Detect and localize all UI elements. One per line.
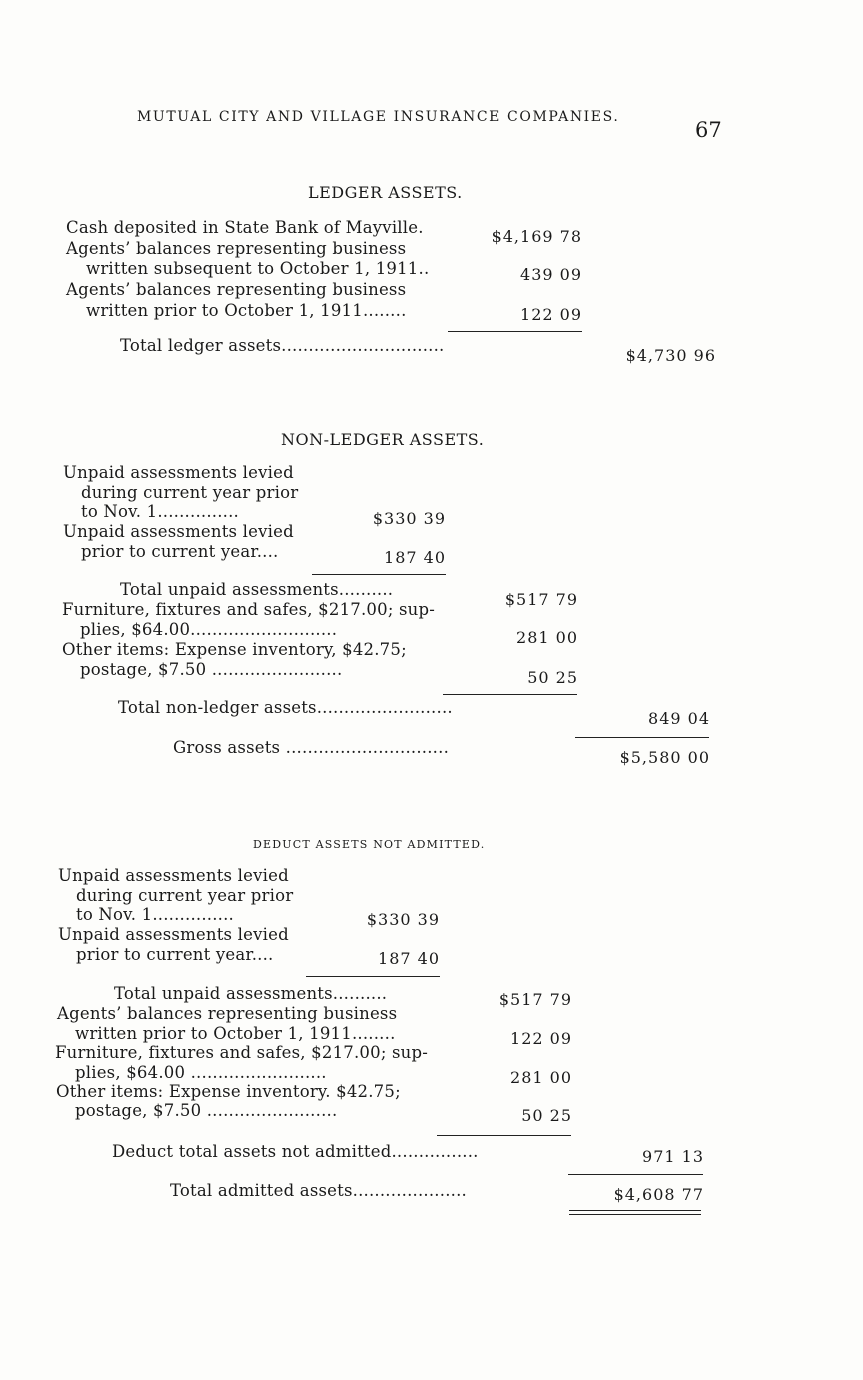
d-other-text-1: Other items: Expense inventory. $42.75; (56, 1082, 401, 1101)
d-total-amount: 971 13 (642, 1147, 704, 1166)
page-number: 67 (695, 118, 722, 142)
nl-subtotal-rule (443, 694, 577, 695)
admitted-label: Total admitted assets..................... (170, 1181, 467, 1200)
nl-total-label: Total non-ledger assets......................... (118, 698, 453, 717)
d-subtotal-rule (437, 1135, 571, 1136)
d-unpaid-current-text-2: during current year prior (76, 886, 294, 905)
ledger-item-agents-prior-text-2: written prior to October 1, 1911........ (86, 301, 407, 320)
running-header: MUTUAL CITY AND VILLAGE INSURANCE COMPANIES. (137, 109, 620, 125)
nl-furniture-amount: 281 00 (516, 628, 578, 647)
nl-other-amount: 50 25 (527, 668, 578, 687)
final-double-rule (569, 1210, 701, 1215)
d-total-unpaid-label: Total unpaid assessments.......... (114, 984, 388, 1003)
d-total-label: Deduct total assets not admitted................ (112, 1142, 479, 1161)
gross-assets-amount: $5,580 00 (619, 748, 710, 767)
d-total-unpaid-amount: $517 79 (498, 990, 572, 1009)
gross-assets-label: Gross assets .............................. (173, 738, 450, 757)
d-agents-amount: 122 09 (510, 1029, 572, 1048)
d-furniture-text-2: plies, $64.00 ......................... (75, 1063, 327, 1082)
nl-unpaid-rule (312, 574, 446, 575)
nl-other-text-2: postage, $7.50 ........................ (80, 660, 343, 679)
d-unpaid-prior-text-1: Unpaid assessments levied (58, 925, 289, 944)
ledger-item-agents-prior-amount: 122 09 (520, 305, 582, 324)
nl-unpaid-current-text-3: to Nov. 1............... (81, 502, 240, 521)
nl-unpaid-current-text-1: Unpaid assessments levied (63, 463, 294, 482)
nl-total-amount: 849 04 (648, 709, 710, 728)
ledger-assets-title: LEDGER ASSETS. (308, 183, 463, 202)
nl-unpaid-prior-text-2: prior to current year.... (81, 542, 279, 561)
d-agents-text-1: Agents’ balances representing business (57, 1004, 398, 1023)
d-unpaid-prior-amount: 187 40 (378, 949, 440, 968)
ledger-item-cash-amount: $4,169 78 (491, 227, 582, 246)
nl-total-unpaid-amount: $517 79 (504, 590, 578, 609)
d-furniture-text-1: Furniture, fixtures and safes, $217.00; sup- (55, 1043, 429, 1062)
d-agents-text-2: written prior to October 1, 1911........ (75, 1024, 396, 1043)
d-unpaid-current-amount: $330 39 (366, 910, 440, 929)
nl-other-text-1: Other items: Expense inventory, $42.75; (62, 640, 407, 659)
nl-unpaid-current-text-2: during current year prior (81, 483, 299, 502)
d-unpaid-current-text-3: to Nov. 1............... (76, 905, 235, 924)
nl-furniture-text-1: Furniture, fixtures and safes, $217.00; sup- (62, 600, 436, 619)
nl-total-unpaid-label: Total unpaid assessments.......... (120, 580, 394, 599)
nl-unpaid-prior-amount: 187 40 (384, 548, 446, 567)
d-unpaid-prior-text-2: prior to current year.... (76, 945, 274, 964)
gross-rule (575, 737, 709, 738)
d-furniture-amount: 281 00 (510, 1068, 572, 1087)
non-ledger-assets-title: NON-LEDGER ASSETS. (281, 430, 485, 449)
admitted-rule (568, 1174, 703, 1175)
ledger-item-cash-text: Cash deposited in State Bank of Mayville. (66, 218, 424, 237)
d-unpaid-current-text-1: Unpaid assessments levied (58, 866, 289, 885)
d-unpaid-rule (306, 976, 440, 977)
nl-furniture-text-2: plies, $64.00........................... (80, 620, 338, 639)
deduct-assets-title: DEDUCT ASSETS NOT ADMITTED. (253, 838, 486, 851)
nl-unpaid-current-amount: $330 39 (372, 509, 446, 528)
ledger-item-agents-subsequent-text-1: Agents’ balances representing business (66, 239, 407, 258)
d-other-amount: 50 25 (521, 1106, 572, 1125)
ledger-item-agents-prior-text-1: Agents’ balances representing business (66, 280, 407, 299)
d-other-text-2: postage, $7.50 ........................ (75, 1101, 338, 1120)
ledger-total-amount: $4,730 96 (625, 346, 716, 365)
admitted-amount: $4,608 77 (613, 1185, 704, 1204)
ledger-subtotal-rule (448, 331, 582, 332)
nl-unpaid-prior-text-1: Unpaid assessments levied (63, 522, 294, 541)
ledger-item-agents-subsequent-amount: 439 09 (520, 265, 582, 284)
ledger-item-agents-subsequent-text-2: written subsequent to October 1, 1911.. (86, 259, 430, 278)
ledger-total-label: Total ledger assets.............................. (120, 336, 445, 355)
